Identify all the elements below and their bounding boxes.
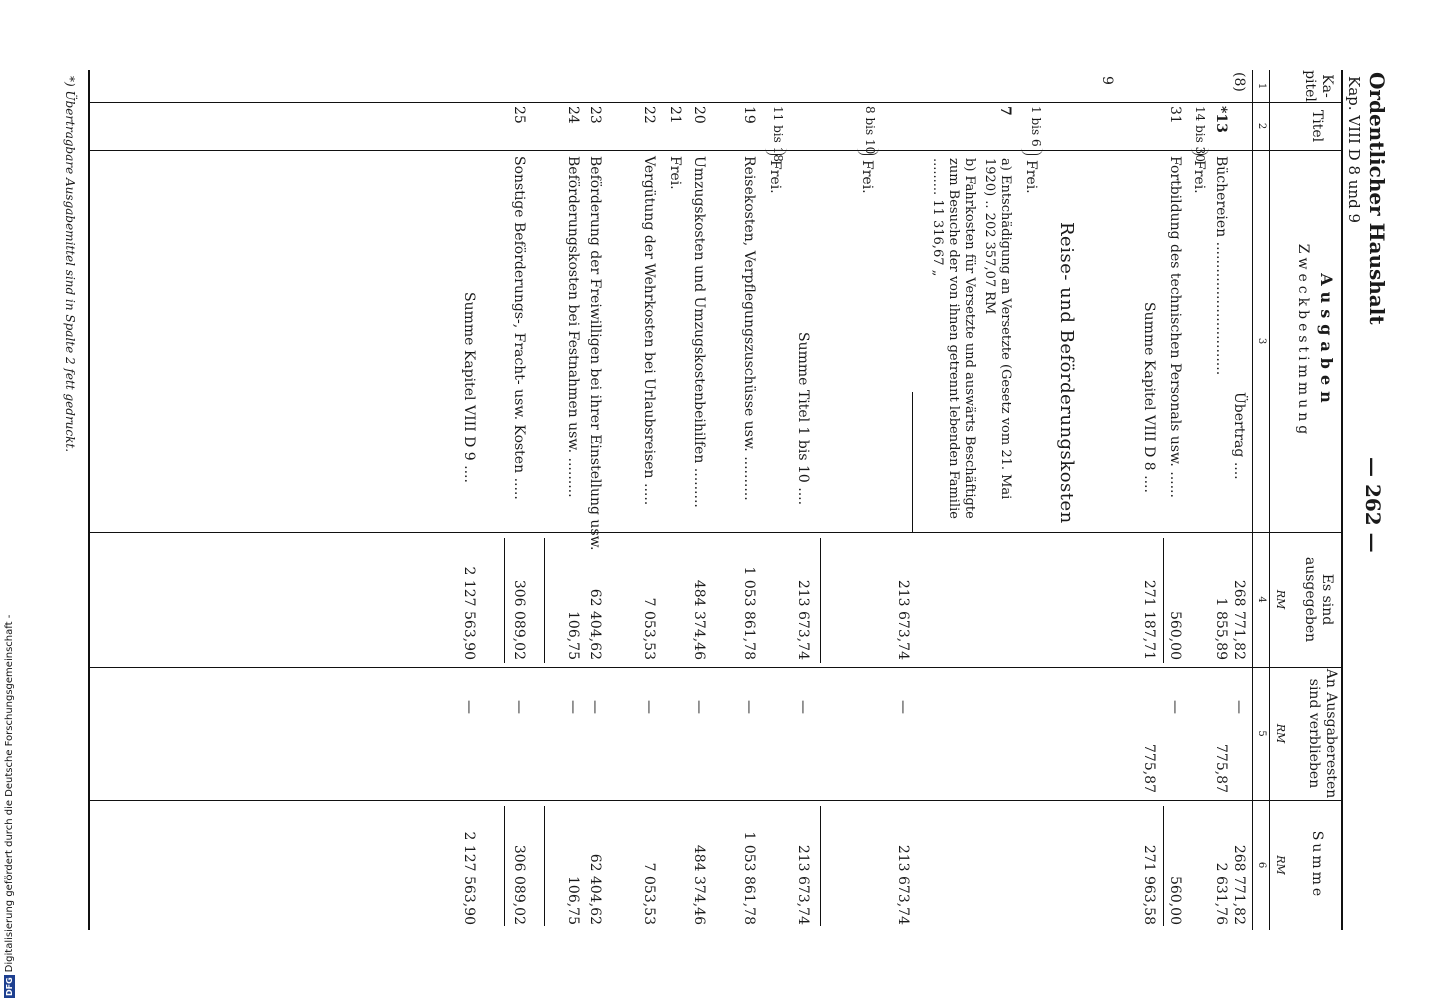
row-col6: 213 673,74 (895, 844, 911, 925)
row-text: Summe Titel 1 bis 10 .... (795, 332, 811, 506)
col-header-ausgaben: Ausgaben (1317, 273, 1336, 409)
col-header-titel: Titel (1309, 109, 1325, 143)
row-titel: 20 (691, 106, 707, 124)
row-col4: 268 771,82 (1231, 579, 1247, 660)
row-col4: 560,00 (1167, 611, 1183, 660)
row-col5: — (895, 700, 911, 714)
row-col6: 106,75 (565, 876, 581, 925)
row-col6: 484 374,46 (691, 844, 707, 925)
row-titel: *13 (1213, 106, 1229, 133)
row-col4: 484 374,46 (691, 579, 707, 660)
table-top-rule (1341, 70, 1343, 930)
col-number-4: 4 (1256, 596, 1267, 603)
row-text: Büchereien .............................. (1213, 156, 1229, 376)
row-col6: 7 053,53 (641, 862, 657, 925)
row-text: Frei. (1023, 160, 1039, 194)
footnote: *) Übertragbare Ausgabemittel sind in Spalte 2 fett gedruckt. (63, 76, 77, 453)
brace-mark (765, 148, 787, 155)
row-titel: 21 (667, 106, 683, 124)
page-number: — 262 — (1361, 457, 1385, 553)
column-divider-2 (90, 150, 1343, 151)
row-col6: 62 404,62 (587, 853, 603, 925)
subtotal-rule (912, 392, 913, 532)
row-col4: 306 089,02 (511, 579, 527, 660)
row-titel: 1 bis 6 (1029, 106, 1043, 147)
row-col6: 213 673,74 (795, 844, 811, 925)
row-col5: — (795, 700, 811, 714)
row-titel: 14 bis 30 (1193, 106, 1207, 162)
row-col4: 7 053,53 (641, 597, 657, 660)
brace-mark (857, 148, 879, 155)
col-number-5: 5 (1256, 730, 1267, 737)
row-col5: — (691, 700, 707, 714)
digitization-note-text: Digitalisierung gefördert durch die Deutsche Forschungsgemeinschaft - (4, 614, 15, 973)
subtotal-rule (1163, 538, 1164, 663)
row-col4: 2 127 563,90 (461, 566, 477, 660)
document-title: Ordentlicher Haushalt (1365, 72, 1389, 325)
row-text: Frei. (767, 160, 783, 194)
row-col5: — (511, 700, 527, 714)
row-col6: 2 631,76 (1213, 862, 1229, 925)
row-col5: — (565, 700, 581, 714)
row-text: Umzugskosten und Umzugskostenbeihilfen ......... (691, 156, 707, 508)
row-text: Frei. (859, 160, 875, 194)
row-col4: 213 673,74 (795, 579, 811, 660)
row-col6: 1 053 861,78 (741, 831, 757, 925)
row-titel: 31 (1167, 106, 1183, 124)
row-kapitel: 9 (1099, 76, 1115, 85)
column-divider-1 (90, 102, 1343, 103)
subtotal-rule (544, 806, 545, 926)
row-text: Reisekosten, Verpflegungszuschüsse usw. .......... (741, 156, 757, 501)
document-subtitle: Kap. VIII D 8 und 9 (1345, 76, 1363, 224)
col-number-3: 3 (1256, 337, 1267, 345)
row-text-b: b) Fahrkosten für Versetzte und auswärts Beschäftigte zum Besuche der von ihnen getrennt lebenden Familie ......... 11 316,67 „ (930, 158, 977, 519)
col-header-kapitel: Ka-pitel (1302, 70, 1335, 102)
row-col5: 775,87 (1141, 744, 1157, 793)
table-header-rule (1269, 70, 1270, 930)
row-titel: 11 bis 18 (771, 106, 785, 162)
row-titel: 25 (511, 106, 527, 124)
unit-col4: RM (1274, 589, 1287, 610)
row-col6: 271 963,58 (1141, 844, 1157, 925)
col-header-zweckbestimmung: Zweckbestimmung (1295, 243, 1311, 439)
subtotal-rule (820, 806, 821, 926)
dfg-logo: DFG (5, 977, 14, 996)
subtotal-rule (820, 538, 821, 663)
row-text-a: a) Entschädigung an Versetzte (Gesetz vom 21. Mai 1920) .. 202 357,07 RM (982, 158, 1013, 500)
brace-mark (1021, 148, 1043, 155)
row-kapitel: (8) (1231, 72, 1247, 92)
row-titel: 22 (641, 106, 657, 124)
row-col5: — (587, 700, 603, 714)
subtotal-rule (504, 538, 505, 663)
row-text: Summe Kapitel VIII D 8 .... (1141, 302, 1157, 493)
row-text: Beförderungskosten bei Festnahmen usw. ......... (565, 156, 581, 498)
row-text: Vergütung der Wehrkosten bei Urlaubsreisen ..... (641, 156, 657, 506)
row-titel: 8 bis 10 (863, 106, 877, 155)
row-col5: — (741, 700, 757, 714)
row-col4: 62 404,62 (587, 588, 603, 660)
section-heading: Reise- und Beförderungskosten (1056, 222, 1077, 524)
row-titel: 24 (565, 106, 581, 124)
row-text: Beförderung der Freiwilligen bei ihrer Einstellung usw. (587, 156, 603, 551)
row-col4: 213 673,74 (895, 579, 911, 660)
row-col6: 560,00 (1167, 876, 1183, 925)
row-col5: — (461, 700, 477, 714)
row-text: Frei. (667, 156, 683, 190)
col-number-6: 6 (1256, 861, 1267, 869)
unit-col6: RM (1274, 855, 1287, 875)
table-bottom-rule (88, 70, 90, 930)
col-number-1: 1 (1256, 82, 1267, 90)
unit-col5: RM (1274, 723, 1287, 744)
row-text: Frei. (1191, 160, 1207, 194)
col-header-ausgegeben: Es sind ausgegeben (1302, 556, 1335, 643)
row-col5: — (1167, 700, 1183, 714)
row-col6: 306 089,02 (511, 844, 527, 925)
row-col6: 2 127 563,90 (461, 831, 477, 925)
col-number-2: 2 (1256, 122, 1267, 130)
row-titel: 7 (997, 106, 1013, 116)
subtotal-rule (544, 538, 545, 663)
row-text: Sonstige Beförderungs-, Fracht- usw. Kosten ..... (511, 156, 527, 500)
document-page (63, 62, 1397, 942)
row-col5: — (641, 700, 657, 714)
row-col5: 775,87 (1213, 744, 1229, 793)
row-col6: 268 771,82 (1231, 844, 1247, 925)
digitization-note (4, 615, 15, 998)
col-header-summe: Summe (1309, 830, 1325, 900)
row-col4: 1 053 861,78 (741, 566, 757, 660)
row-text: Fortbildung des technischen Personals usw. ...... (1167, 156, 1183, 498)
row-titel: 19 (741, 106, 757, 124)
row-col4: 1 855,89 (1213, 597, 1229, 660)
row-text: Übertrag .... (1231, 392, 1247, 480)
subtotal-rule (1163, 806, 1164, 926)
subtotal-rule (504, 806, 505, 926)
col-header-ausgabereste: An Ausgaberesten sind verblieben (1306, 668, 1339, 799)
row-col4: 271 187,71 (1141, 579, 1157, 660)
table-colnum-rule (1252, 70, 1253, 930)
row-titel: 23 (587, 106, 603, 124)
row-col5: — (1231, 700, 1247, 714)
row-text: Summe Kapitel VIII D 9 .... (461, 292, 477, 483)
row-col4: 106,75 (565, 611, 581, 660)
